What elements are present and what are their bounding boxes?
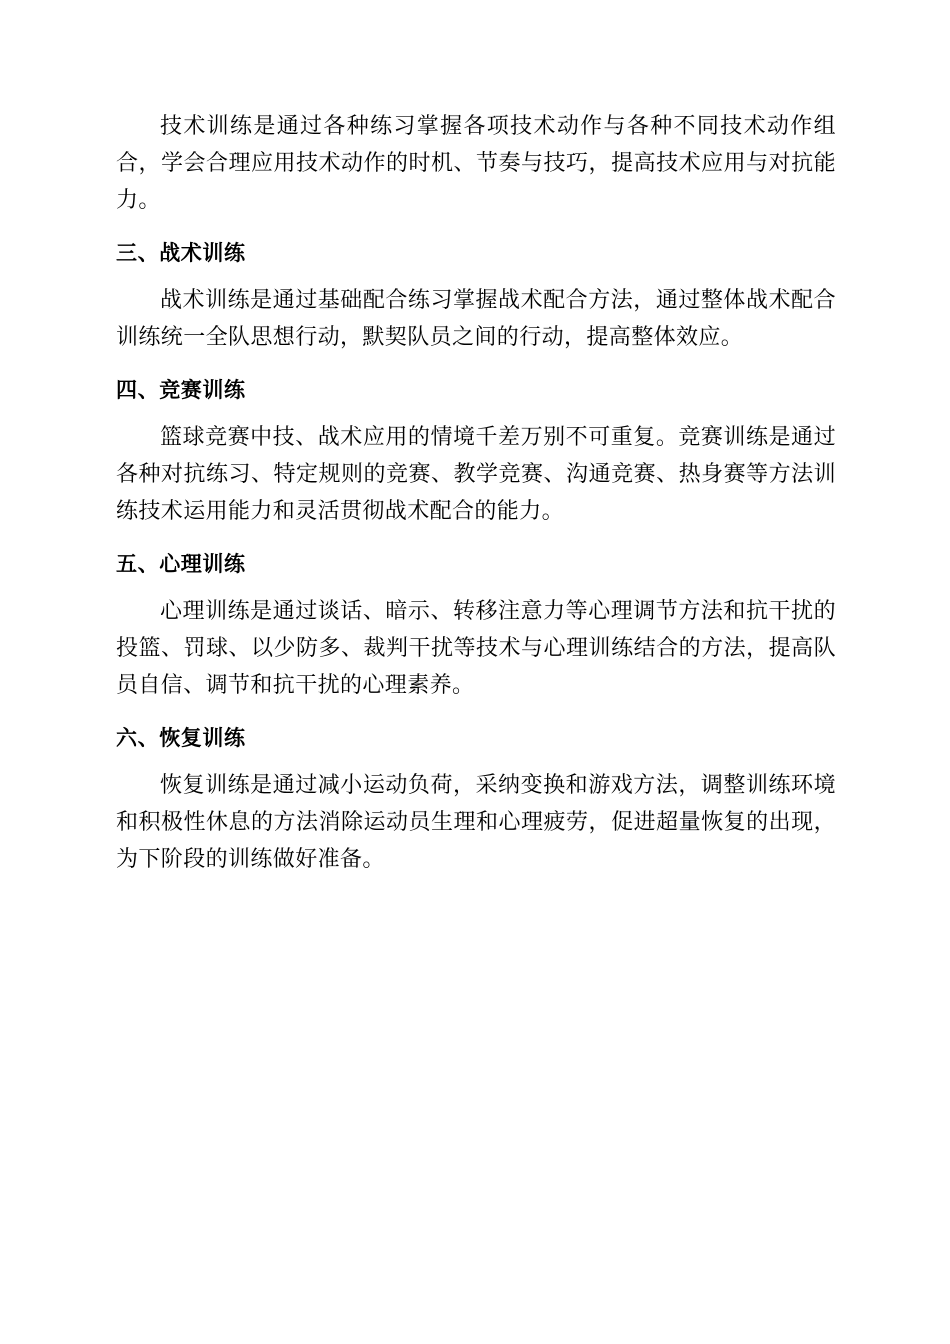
section-heading-competition: 四、竞赛训练 <box>116 378 246 402</box>
section-body-recovery: 恢复训练是通过减小运动负荷，采纳变换和游戏方法，调整训练环境和积极性休息的方法消除运动员生理和心理疲劳，促进超量恢复的出现，为下阶段的训练做好准备。 <box>116 773 836 872</box>
section-heading-tactics: 三、战术训练 <box>116 241 246 265</box>
section-body-competition: 篮球竞赛中技、战术应用的情境千差万别不可重复。竞赛训练是通过各种对抗练习、特定规则的竞赛、教学竞赛、沟通竞赛、热身赛等方法训练技术运用能力和灵活贯彻战术配合的能力。 <box>116 425 836 524</box>
section-heading-psychology: 五、心理训练 <box>116 552 246 576</box>
document-content <box>116 108 836 878</box>
section-heading-recovery: 六、恢复训练 <box>116 726 246 750</box>
section-body-tactics: 战术训练是通过基础配合练习掌握战术配合方法，通过整体战术配合训练统一全队思想行动，默契队员之间的行动，提高整体效应。 <box>116 288 836 350</box>
section-body-psychology: 心理训练是通过谈话、暗示、转移注意力等心理调节方法和抗干扰的投篮、罚球、以少防多、裁判干扰等技术与心理训练结合的方法，提高队员自信、调节和抗干扰的心理素养。 <box>116 599 836 698</box>
intro-paragraph: 技术训练是通过各种练习掌握各项技术动作与各种不同技术动作组合，学会合理应用技术动作的时机、节奏与技巧，提高技术应用与对抗能力。 <box>116 114 836 213</box>
